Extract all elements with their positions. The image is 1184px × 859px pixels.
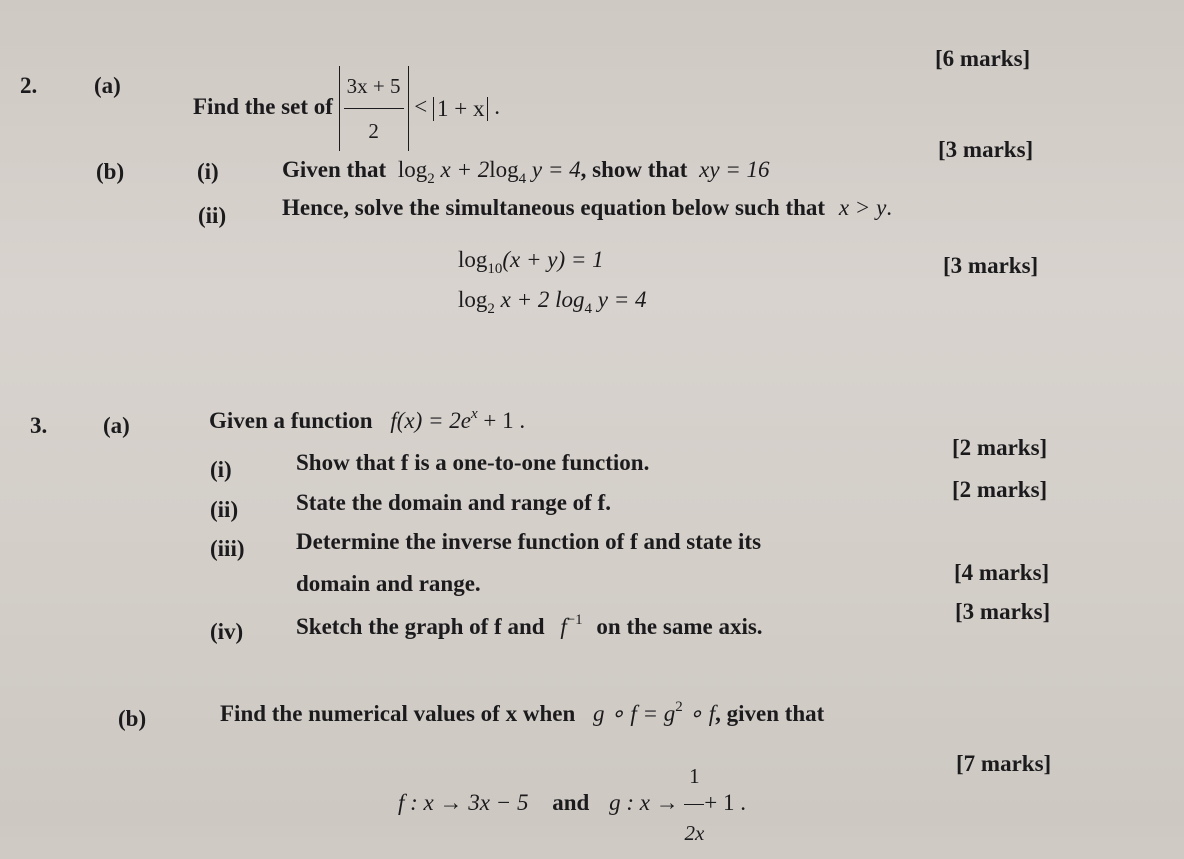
q2bi-log2-base: 4 [518,171,527,187]
q2bii-text: Hence, solve the simultaneous equation below such that [282,195,826,220]
q3aii-marks: [2 marks] [952,477,1048,502]
question-3-number: 3. [30,413,48,438]
q3aiii-marks: [4 marks] [954,560,1050,585]
q2bi-equation: $\log_2 x + 2\log_4$ y = 4 [397,157,581,187]
q2bi-question [282,158,770,187]
q3b-comp-2: ∘ f [688,701,716,726]
q3aiv-finv-exponent: −1 [566,612,583,628]
q3aiv-finv-base: f [560,614,567,639]
q3a-question [209,407,525,432]
q2a-question [193,66,500,151]
q2bii-label: (ii) [198,203,227,228]
question-2-number: 2. [20,73,38,98]
q2bi-result: xy = 16 [699,157,770,182]
q3a-fx-exponent: x [470,406,478,422]
q3aiii-label: (iii) [210,536,245,561]
q2a-label: (a) [94,73,121,98]
q2bi-text-2: , show that [580,157,688,182]
q3a-label: (a) [103,413,130,438]
q2bii-eq1-rest: (x + y) = 1 [502,247,604,272]
q3aiv-label: (iv) [210,619,244,644]
q3b-g-den: 2x [684,821,705,845]
q3b-g-rest: + 1 . [704,789,747,815]
q3aii-text: State the domain and range of f. [296,490,611,515]
q3aii-label: (ii) [210,497,239,522]
q3b-question [220,700,824,725]
q3b-g-definition: g : x → [609,789,679,815]
q2bii-eq2-base-1: 2 [487,301,495,317]
q2bii-eq1-base: 10 [487,261,503,277]
q2a-relation: < [414,93,428,119]
q3b-composition [593,701,715,726]
q3ai-label: (i) [210,457,232,482]
q3b-comp-1: g ∘ f = g [592,701,676,726]
q2bi-marks: [3 marks] [938,137,1034,162]
q2a-abs-lhs [339,66,409,151]
q3b-definitions [398,750,746,859]
q2bii-condition: x > y [838,195,887,220]
q3b-g-fraction [684,750,704,859]
q3b-text-2: , given that [715,701,825,726]
q3a-fx: f(x) = 2e [390,408,471,433]
q2bii-equation-2: $\log_2 x + 2$ $\log_4 y = 4$ [458,287,647,317]
q3ai-marks: [2 marks] [952,435,1048,460]
q2a-fraction [344,66,404,151]
q3a-fx-rest: + 1 . [483,408,526,433]
q3aiv-question [296,613,763,638]
q3aiv-marks: [3 marks] [955,599,1051,624]
q3b-f-definition: f : x → 3x − 5 [398,789,529,815]
q2bi-label: (i) [197,159,219,184]
q2a-frac-num: 3x + 5 [344,66,404,109]
q2bi-text-1: Given that [282,157,387,182]
q3aiv-text-1: Sketch the graph of f and [296,614,545,639]
q2b-label: (b) [96,159,125,184]
q2bii-eq2-mid: x + 2 log [500,287,585,312]
q2bii-marks: [3 marks] [943,253,1039,278]
q2a-abs-rhs: 1 + x [433,97,488,121]
q3aiii-text-2: domain and range. [296,571,481,596]
q2a-text: Find the set of [193,93,333,119]
q3aiv-finv [560,614,582,639]
q2bii-condition-end: . [886,195,893,220]
q3ai-text: Show that f is a one-to-one function. [296,450,650,475]
q2bi-log1-base: 2 [427,171,435,187]
q3a-text: Given a function [209,408,373,433]
q2a-end: . [494,93,500,119]
q2a-frac-den: 2 [368,119,379,143]
q3b-text-1: Find the numerical values of x when [220,701,576,726]
q2a-marks: [6 marks] [935,46,1031,71]
q2bi-log1-arg: x + 2 [440,157,490,182]
q3b-and: and [552,789,590,815]
q3b-marks: [7 marks] [956,751,1052,776]
q3a-function [390,408,525,433]
q3aiv-text-2: on the same axis. [596,614,763,639]
q3b-label: (b) [118,706,147,731]
q2bii-equation-1: $\log_{10}(x + y) = 1$ [458,247,604,277]
q3aiii-text-1: Determine the inverse function of f and state its [296,529,762,554]
q2bii-eq2-base-2: 4 [584,301,593,317]
q2bi-log2-rest: y = 4 [531,157,581,182]
q3b-comp-exponent: 2 [675,699,683,715]
q3b-g-num: 1 [684,750,704,805]
q2bii-question [282,196,892,219]
q2bii-eq2-rest: y = 4 [597,287,647,312]
